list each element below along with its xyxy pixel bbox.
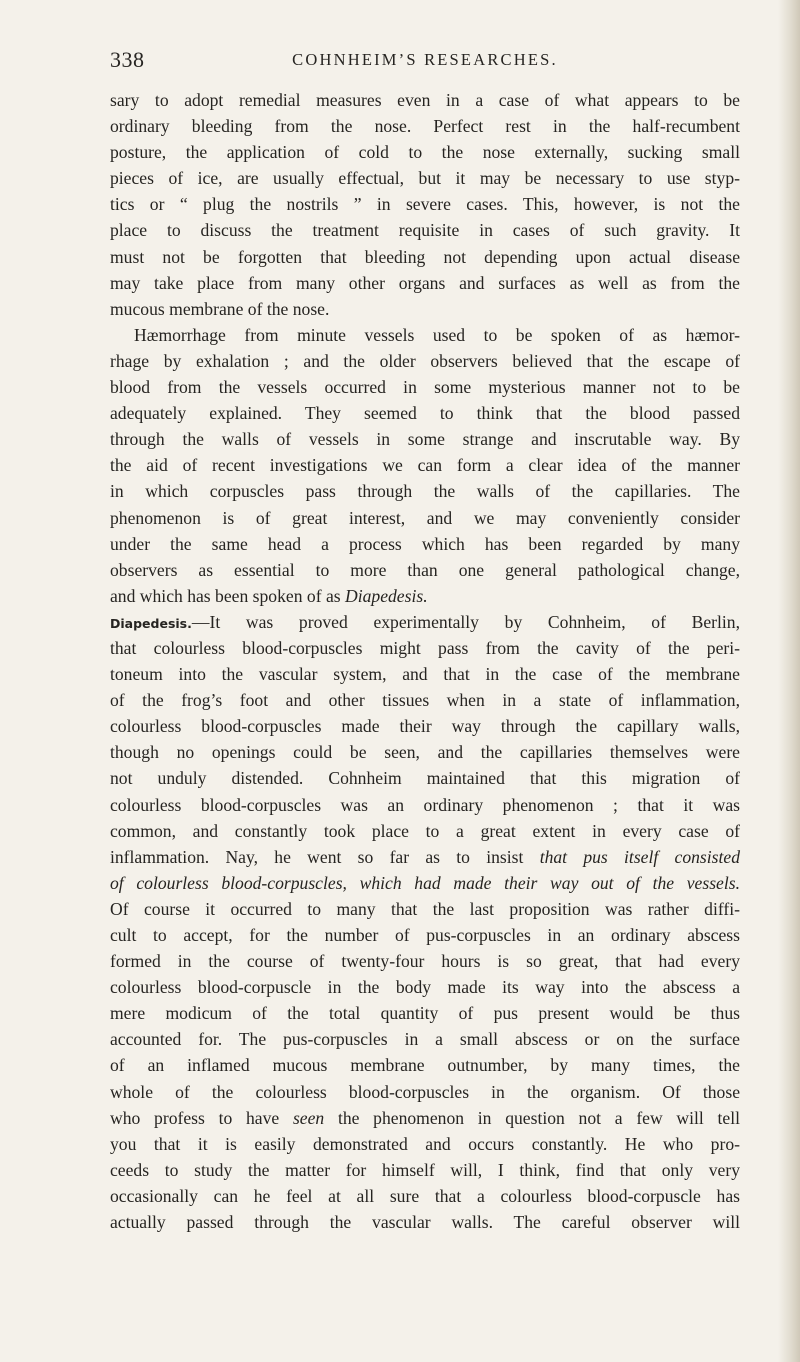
page-edge-shadow — [778, 0, 800, 1362]
text-line: colourless blood-corpuscle in the body made its way into the abscess a — [110, 977, 740, 998]
text-span: who profess to have — [110, 1107, 293, 1128]
text-line: posture, the application of cold to the nose externally, sucking small — [110, 142, 740, 163]
text-line: blood from the vessels occurred in some mysterious manner not to be — [110, 377, 740, 398]
text-line: mucous membrane of the nose. — [110, 298, 330, 319]
text-line: Of course it occurred to many that the last proposition was rather diffi- — [110, 898, 740, 919]
text-line: colourless blood-corpuscles was an ordinary phenomenon ; that it was — [110, 794, 740, 815]
italic-word: seen — [292, 1107, 325, 1128]
text-line: whole of the colourless blood-corpuscles in the organism. Of those — [110, 1081, 740, 1102]
text-line: sary to adopt remedial measures even in a case of what appears to be — [110, 90, 740, 110]
page-header — [110, 47, 740, 77]
text-line: actually passed through the vascular walls. The careful observer will — [110, 1212, 740, 1233]
text-span: and which has been spoken of as — [110, 585, 346, 606]
page-number: 338 — [110, 47, 145, 72]
text-line: rhage by exhalation ; and the older observers believed that the escape of — [110, 350, 740, 371]
text-line — [110, 609, 740, 635]
text-line: observers as essential to more than one general pathological change, — [110, 559, 740, 580]
text-line: through the walls of vessels in some strange and inscrutable way. By — [110, 429, 740, 450]
text-line: ceeds to study the matter for himself will, I think, find that only very — [110, 1159, 740, 1180]
italic-term: Diapedesis. — [345, 585, 428, 606]
text-line: that colourless blood-corpuscles might pass from the cavity of the peri- — [110, 637, 740, 658]
paragraph-1 — [110, 87, 740, 322]
text-line: formed in the course of twenty-four hours is so great, that had every — [110, 951, 740, 972]
text-line: of the frog’s foot and other tissues when in a state of inflammation, — [110, 690, 740, 711]
text-line: accounted for. The pus-corpuscles in a small abscess or on the surface — [110, 1029, 740, 1050]
text-span: —It was proved experimentally by Cohnheim, of Berlin, — [191, 611, 740, 632]
paragraph-2 — [110, 322, 740, 609]
text-line: in which corpuscles pass through the walls of the capillaries. The — [110, 481, 740, 502]
text-line: of an inflamed mucous membrane outnumber, by many times, the — [110, 1055, 740, 1076]
text-line: mere modicum of the total quantity of pus present would be thus — [110, 1003, 740, 1024]
italic-phrase: of colourless blood-corpuscles, which had made their way out of the vessels. — [110, 872, 740, 893]
paragraph-3 — [110, 609, 740, 1235]
text-line: cult to accept, for the number of pus-corpuscles in an ordinary abscess — [110, 925, 740, 945]
body-text — [110, 87, 740, 1235]
text-line: phenomenon is of great interest, and we may conveniently consider — [110, 507, 740, 528]
text-line: adequately explained. They seemed to think that the blood passed — [110, 403, 740, 424]
text-line — [110, 844, 740, 870]
text-line: place to discuss the treatment requisite in cases of such gravity. It — [110, 220, 740, 241]
text-line: must not be forgotten that bleeding not depending upon actual disease — [110, 246, 740, 267]
text-line: ordinary bleeding from the nose. Perfect rest in the half-recumbent — [110, 116, 740, 137]
text-line: common, and constantly took place to a great extent in every case of — [110, 820, 740, 841]
text-line: not unduly distended. Cohnheim maintained that this migration of — [110, 768, 740, 789]
text-line: though no openings could be seen, and the capillaries themselves were — [110, 742, 740, 763]
text-line: occasionally can he feel at all sure that a colourless blood-corpuscle has — [110, 1185, 740, 1206]
text-line: you that it is easily demonstrated and occurs constantly. He who pro- — [110, 1133, 740, 1154]
text-span: inflammation. Nay, he went so far as to insist — [110, 846, 540, 867]
text-line — [110, 583, 740, 609]
text-line: pieces of ice, are usually effectual, but it may be necessary to use styp- — [110, 168, 740, 189]
text-line: under the same head a process which has been regarded by many — [110, 533, 740, 554]
text-line: may take place from many other organs and surfaces as well as from the — [110, 272, 740, 293]
text-span: the phenomenon in question not a few will tell — [324, 1107, 740, 1128]
italic-phrase: that pus itself consisted — [539, 846, 741, 867]
text-line: toneum into the vascular system, and that in the case of the membrane — [110, 664, 740, 685]
text-line: colourless blood-corpuscles made their way through the capillary walls, — [110, 716, 740, 737]
text-line: the aid of recent investigations we can form a clear idea of the manner — [110, 455, 740, 476]
text-line — [110, 870, 740, 896]
running-head: COHNHEIM’S RESEARCHES. — [292, 50, 558, 69]
text-line: Hæmorrhage from minute vessels used to be spoken of as hæmor- — [134, 324, 740, 345]
text-line — [110, 1105, 740, 1131]
side-heading: Diapedesis. — [110, 615, 192, 631]
text-line: tics or “ plug the nostrils ” in severe cases. This, however, is not the — [110, 194, 740, 215]
